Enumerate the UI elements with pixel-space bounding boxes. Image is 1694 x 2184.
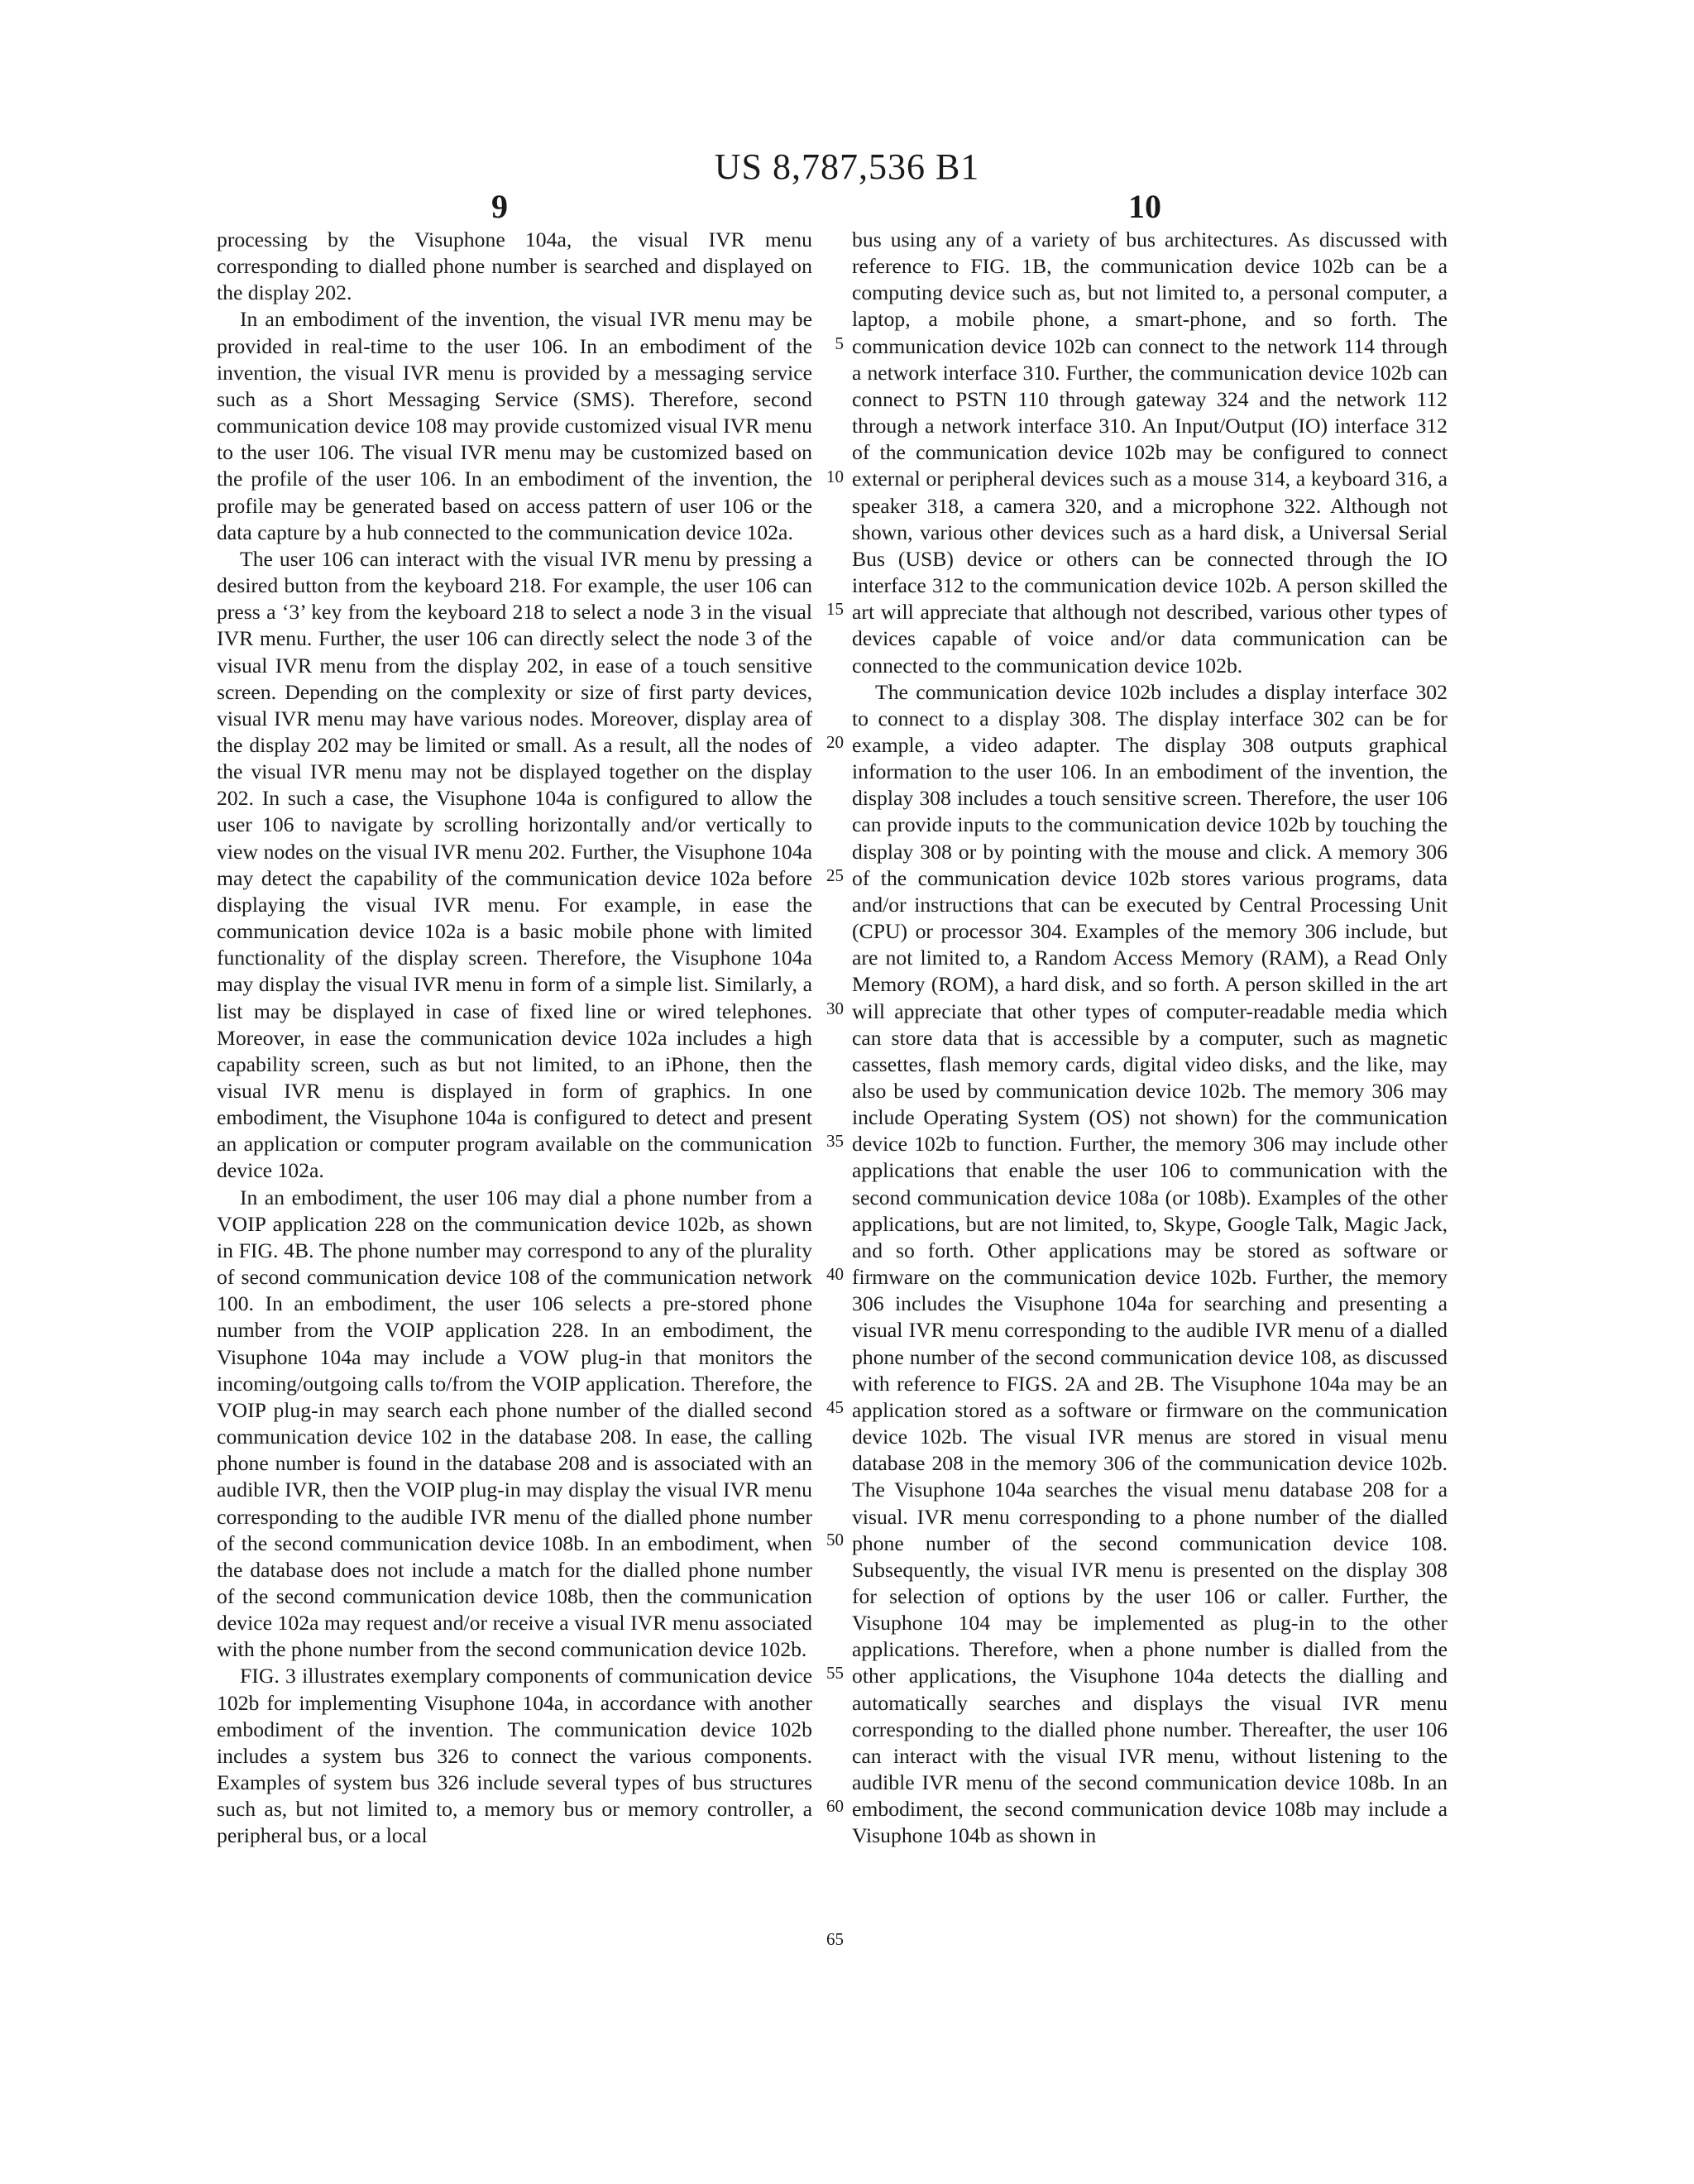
right-column: [852, 227, 1448, 1850]
line-number: 40: [826, 1264, 844, 1284]
paragraph: The communication device 102b includes a display interface 302 to connect to a display 308. The display interface 302 can be for example, a video adapter. The display 308 outputs graphical information to the user 106. In an embodiment of the invention, the display 308 includes a touch sensitive screen. Therefore, the user 106 can provide inputs to the communication device 102b by touching the display 308 or by pointing with the mouse and click. A memory 306 of the communication device 102b stores various programs, data and/or instructions that can be executed by Central Processing Unit (CPU) or processor 304. Examples of the memory 306 include, but are not limited to, a Random Access Memory (RAM), a Read Only Memory (ROM), a hard disk, and so forth. A person skilled in the art will appreciate that other types of computer-readable media which can store data that is accessible by a computer, such as magnetic cassettes, flash memory cards, digital video disks, and the like, may also be used by communication device 102b. The memory 306 may include Operating System (OS) not shown) for the communication device 102b to function. Further, the memory 306 may include other applications that enable the user 106 to communication with the second communication device 108a (or 108b). Examples of the other applications, but are not limited, to, Skype, Google Talk, Magic Jack, and so forth. Other applications may be stored as software or firmware on the communication device 102b. Further, the memory 306 includes the Visuphone 104a for searching and presenting a visual IVR menu corresponding to the audible IVR menu of a dialled phone number of the second communication device 108, as discussed with reference to FIGS. 2A and 2B. The Visuphone 104a may be an application stored as a software or firmware on the communication device 102b. The visual IVR menus are stored in visual menu database 208 in the memory 306 of the communication device 102b. The Visuphone 104a searches the visual menu database 208 for a visual. IVR menu corresponding to a phone number of the dialled phone number of the second communication device 108. Subsequently, the visual IVR menu is presented on the display 308 for selection of options by the user 106 or caller. Further, the Visuphone 104 may be implemented as plug-in to the other applications. Therefore, when a phone number is dialled from the other applications, the Visuphone 104a detects the dialling and automatically searches and displays the visual IVR menu corresponding to the dialled phone number. Thereafter, the user 106 can interact with the visual IVR menu, without listening to the audible IVR menu of the second communication device 108b. In an embodiment, the second communication device 108b may include a Visuphone 104b as shown in: [852, 679, 1448, 1848]
patent-number: US 8,787,536 B1: [714, 146, 980, 187]
line-number: 5: [835, 333, 844, 353]
paragraph: processing by the Visuphone 104a, the visual IVR menu corresponding to dialled phone number is searched and displayed on the display 202.: [217, 228, 812, 305]
paragraph: In an embodiment of the invention, the visual IVR menu may be provided in real-time to the user 106. In an embodiment of the invention, the visual IVR menu is provided by a messaging service such as a Short Messaging Service (SMS). Therefore, second communication device 108 may provide customized visual IVR menu to the user 106. The visual IVR menu may be customized based on the profile of the user 106. In an embodiment of the invention, the profile may be generated based on access pattern of user 106 or the data capture by a hub connected to the communication device 102a.: [217, 307, 812, 544]
right-page-number: 10: [1128, 188, 1161, 225]
left-column: [217, 227, 812, 1850]
line-number: 30: [826, 999, 844, 1018]
paragraph: In an embodiment, the user 106 may dial a phone number from a VOIP application 228 on the communication device 102b, as shown in FIG. 4B. The phone number may correspond to any of the plurality of second communication device 108 of the communication network 100. In an embodiment, the user 106 selects a pre-stored phone number from the VOIP application 228. In an embodiment, the Visuphone 104a may include a VOW plug-in that monitors the incoming/outgoing calls to/from the VOIP application. Therefore, the VOIP plug-in may search each phone number of the dialled second communication device 102 in the database 208. In ease, the calling phone number is found in the database 208 and is associated with an audible IVR, then the VOIP plug-in may display the visual IVR menu corresponding to the audible IVR menu of the dialled phone number of the second communication device 108b. In an embodiment, when the database does not include a match for the dialled phone number of the second communication device 108b, then the communication device 102a may request and/or receive a visual IVR menu associated with the phone number from the second communication device 102b.: [217, 1185, 812, 1662]
line-number: 45: [826, 1397, 844, 1417]
paragraph: FIG. 3 illustrates exemplary components of communication device 102b for implementing Visuphone 104a, in accordance with another embodiment of the invention. The communication device 102b includes a system bus 326 to connect the various components. Examples of system bus 326 include several types of bus structures such as, but not limited to, a memory bus or memory controller, a peripheral bus, or a local: [217, 1664, 812, 1848]
paragraph: bus using any of a variety of bus architectures. As discussed with reference to FIG. 1B, the communication device 102b can be a computing device such as, but not limited to, a personal computer, a laptop, a mobile phone, a smart-phone, and so forth. The communication device 102b can connect to the network 114 through a network interface 310. Further, the communication device 102b can connect to PSTN 110 through gateway 324 and the network 112 through a network interface 310. An Input/Output (IO) interface 312 of the communication device 102b may be configured to connect external or peripheral devices such as a mouse 314, a keyboard 316, a speaker 318, a camera 320, and a microphone 322. Although not shown, various other devices such as a hard disk, a Universal Serial Bus (USB) device or others can be connected through the IO interface 312 to the communication device 102b. A person skilled the art will appreciate that although not described, various other types of devices capable of voice and/or data communication can be connected to the communication device 102b.: [852, 228, 1448, 678]
line-number: 20: [826, 732, 844, 752]
line-number: 15: [826, 599, 844, 619]
line-number: 50: [826, 1530, 844, 1549]
line-number: 25: [826, 865, 844, 885]
line-number: 35: [826, 1131, 844, 1151]
line-number: 65: [826, 1929, 844, 1949]
paragraph: The user 106 can interact with the visual IVR menu by pressing a desired button from the keyboard 218. For example, the user 106 can press a ‘3’ key from the keyboard 218 to select a node 3 in the visual IVR menu. Further, the user 106 can directly select the node 3 of the visual IVR menu from the display 202, in ease of a touch sensitive screen. Depending on the complexity or size of first party devices, visual IVR menu may have various nodes. Moreover, display area of the display 202 may be limited or small. As a result, all the nodes of the visual IVR menu may not be displayed together on the display 202. In such a case, the Visuphone 104a is configured to allow the user 106 to navigate by scrolling horizontally and/or vertically to view nodes on the visual IVR menu 202. Further, the Visuphone 104a may detect the capability of the communication device 102a before displaying the visual IVR menu. For example, in ease the communication device 102a is a basic mobile phone with limited functionality of the display screen. Therefore, the Visuphone 104a may display the visual IVR menu in form of a simple list. Similarly, a list may be displayed in case of fixed line or wired telephones. Moreover, in ease the communication device 102a includes a high capability screen, such as but not limited, to an iPhone, then the visual IVR menu is displayed in form of graphics. In one embodiment, the Visuphone 104a is configured to detect and present an application or computer program available on the communication device 102a.: [217, 546, 812, 1183]
line-number: 60: [826, 1796, 844, 1816]
left-page-number: 9: [491, 188, 508, 225]
line-number: 55: [826, 1663, 844, 1683]
line-number: 10: [826, 467, 844, 486]
